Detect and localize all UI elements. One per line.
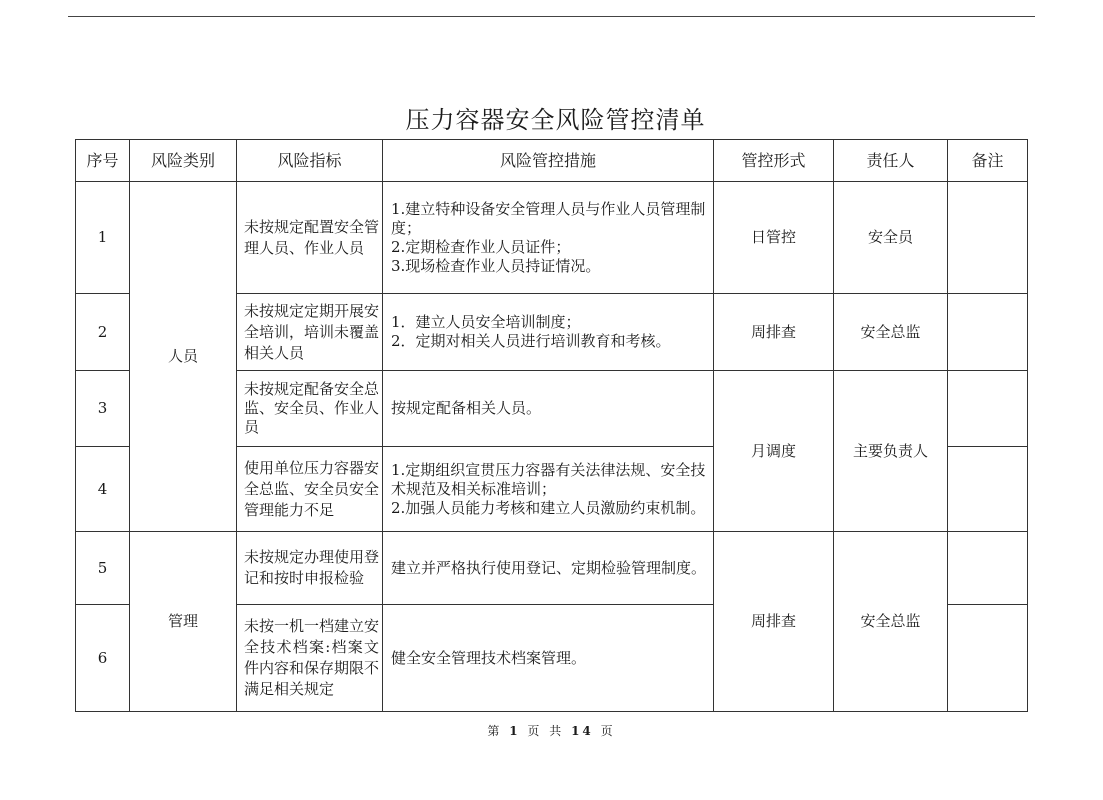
measure-line: 2．定期对相关人员进行培训教育和考核。 bbox=[391, 332, 671, 350]
row-measures bbox=[383, 605, 714, 712]
footer-total-pages: 14 bbox=[571, 724, 594, 738]
row-remark bbox=[948, 182, 1028, 294]
row-seq: 1 bbox=[76, 182, 130, 294]
row-seq: 2 bbox=[76, 294, 130, 371]
header-form: 管控形式 bbox=[714, 140, 834, 182]
row-owner: 安全员 bbox=[834, 182, 948, 294]
row-form: 日管控 bbox=[714, 182, 834, 294]
table-header-row bbox=[76, 140, 1028, 182]
row-indicator: 未按一机一档建立安全技术档案:档案文件内容和保存期限不满足相关规定 bbox=[237, 605, 383, 712]
merged-form-rows-5-6: 周排查 bbox=[714, 532, 834, 712]
header-rule bbox=[68, 16, 1035, 17]
merged-owner-rows-3-4: 主要负责人 bbox=[834, 371, 948, 532]
row-measures bbox=[383, 447, 714, 532]
document-title: 压力容器安全风险管控清单 bbox=[405, 106, 706, 134]
header-category: 风险类别 bbox=[130, 140, 237, 182]
row-indicator: 未按规定配置安全管理人员、作业人员 bbox=[237, 182, 383, 294]
footer-suffix: 页 bbox=[600, 724, 616, 738]
measure-line: 1.定期组织宣贯压力容器有关法律法规、安全技术规范及相关标准培训； bbox=[391, 460, 706, 498]
row-owner: 安全总监 bbox=[834, 294, 948, 371]
row-measures bbox=[383, 371, 714, 447]
row-indicator: 使用单位压力容器安全总监、安全员安全管理能力不足 bbox=[237, 447, 383, 532]
measure-line: 按规定配备相关人员。 bbox=[391, 399, 542, 417]
footer-prefix: 第 bbox=[487, 724, 503, 738]
header-measures: 风险管控措施 bbox=[383, 140, 714, 182]
measure-line: 建立并严格执行使用登记、定期检验管理制度。 bbox=[391, 558, 707, 577]
row-seq: 4 bbox=[76, 447, 130, 532]
footer-mid: 页 共 bbox=[527, 724, 565, 738]
header-owner: 责任人 bbox=[834, 140, 948, 182]
row-remark bbox=[948, 294, 1028, 371]
measure-line: 2.加强人员能力考核和建立人员激励约束机制。 bbox=[391, 498, 706, 517]
page-footer bbox=[0, 722, 1103, 739]
row-seq: 6 bbox=[76, 605, 130, 712]
merged-form-rows-3-4: 月调度 bbox=[714, 371, 834, 532]
row-measures bbox=[383, 294, 714, 371]
row-form: 周排查 bbox=[714, 294, 834, 371]
row-indicator: 未按规定定期开展安全培训，培训未覆盖相关人员 bbox=[237, 294, 383, 371]
category-personnel: 人员 bbox=[130, 182, 237, 532]
row-remark bbox=[948, 371, 1028, 447]
row-indicator: 未按规定配备安全总监、安全员、作业人员 bbox=[237, 371, 383, 447]
header-seq: 序号 bbox=[76, 140, 130, 182]
measure-line: 2.定期检查作业人员证件； bbox=[391, 237, 571, 256]
row-indicator: 未按规定办理使用登记和按时申报检验 bbox=[237, 532, 383, 605]
table-row bbox=[76, 532, 1028, 605]
row-seq: 5 bbox=[76, 532, 130, 605]
row-seq: 3 bbox=[76, 371, 130, 447]
row-remark bbox=[948, 447, 1028, 532]
header-indicator: 风险指标 bbox=[237, 140, 383, 182]
risk-control-table bbox=[75, 139, 1028, 712]
measure-line: 健全安全管理技术档案管理。 bbox=[391, 648, 587, 667]
table-row bbox=[76, 182, 1028, 294]
measure-line: 1．建立人员安全培训制度； bbox=[391, 313, 581, 331]
category-management: 管理 bbox=[130, 532, 237, 712]
measure-line: 3.现场检查作业人员持证情况。 bbox=[391, 256, 601, 275]
row-remark bbox=[948, 532, 1028, 605]
merged-owner-rows-5-6: 安全总监 bbox=[834, 532, 948, 712]
row-measures bbox=[383, 182, 714, 294]
row-remark bbox=[948, 605, 1028, 712]
row-measures bbox=[383, 532, 714, 605]
measure-line: 1.建立特种设备安全管理人员与作业人员管理制度； bbox=[391, 199, 706, 237]
footer-page-number: 1 bbox=[509, 724, 521, 738]
header-remark: 备注 bbox=[948, 140, 1028, 182]
